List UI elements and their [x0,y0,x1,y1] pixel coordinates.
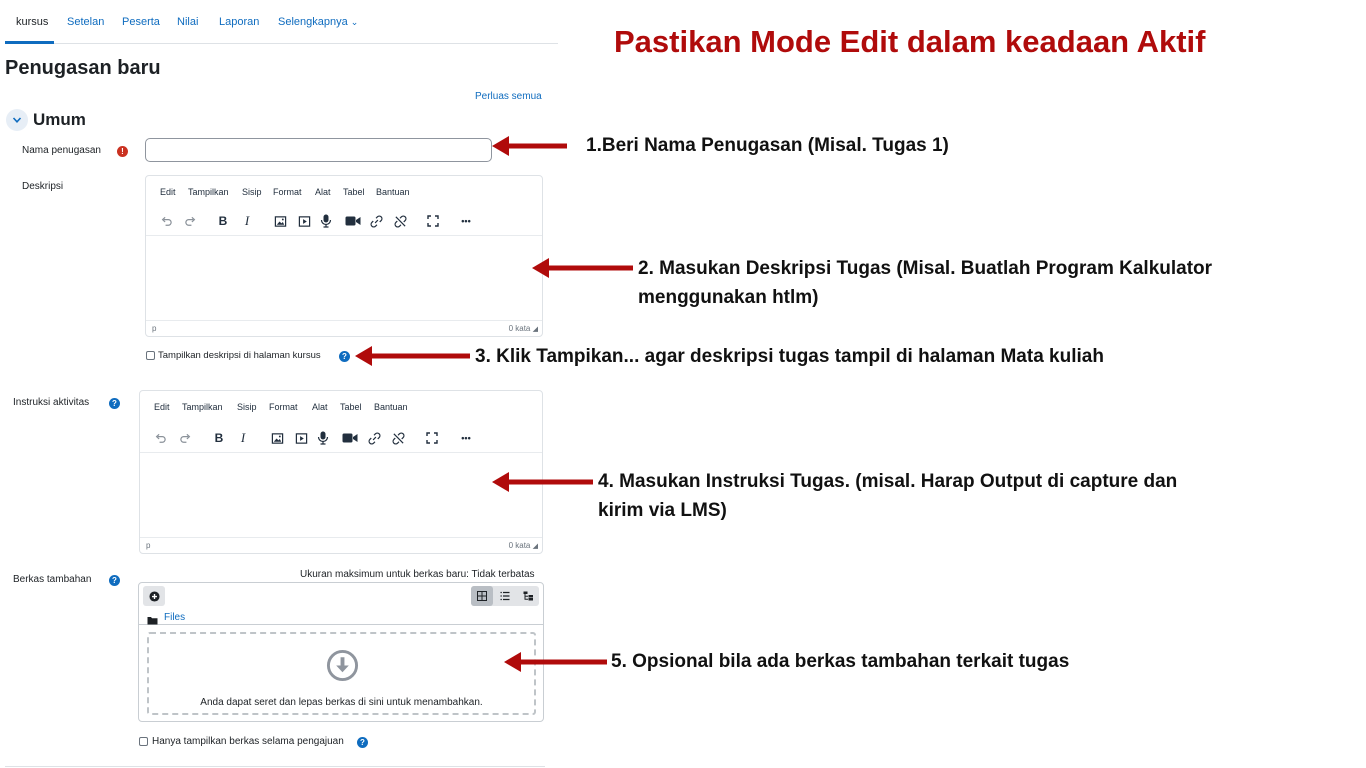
editor-menu-tools[interactable]: Alat [315,187,331,197]
assignment-name-input[interactable] [145,138,492,162]
editor-word-count: 0 kata ◢ [508,541,538,550]
editor-menu-format[interactable]: Format [273,187,302,197]
nav-tab-settings[interactable]: Setelan [67,16,105,28]
annotation-step4-line1: 4. Masukan Instruksi Tugas. (misal. Harap Output di capture dan [598,471,1178,492]
annotation-arrow-step1 [491,135,571,157]
chevron-down-icon [12,115,22,125]
nav-tab-course[interactable]: kursus [16,16,49,28]
annotation-step4-line2: kirim via LMS) [598,500,727,521]
link-icon[interactable] [366,211,386,231]
unlink-icon[interactable] [388,428,408,448]
video-camera-icon[interactable] [340,428,360,448]
editor-toolbar [146,206,542,236]
editor-menu-insert[interactable]: Sisip [237,402,257,412]
section-divider [5,766,545,767]
editor-menu-edit[interactable]: Edit [160,187,176,197]
editor-element-path: p [146,541,151,550]
italic-button[interactable]: I [244,213,250,228]
folder-icon [147,612,158,630]
more-tools-button[interactable]: ••• [461,433,471,443]
assignment-name-label: Nama penugasan [22,145,101,156]
annotation-step2-line1: 2. Masukan Deskripsi Tugas (Misal. Buatlah Program Kalkulator [638,258,1213,279]
additional-files-label: Berkas tambahan [13,574,92,585]
secondary-navigation [5,0,558,44]
bold-button[interactable]: B [214,431,224,445]
submission-only-checkbox[interactable] [139,737,148,746]
help-icon[interactable]: ? [109,575,120,586]
bold-button[interactable]: B [218,214,228,228]
annotation-arrow-step3 [354,345,472,367]
required-icon: ! [117,146,128,157]
editor-menu-help[interactable]: Bantuan [374,402,408,412]
help-icon[interactable]: ? [357,737,368,748]
editor-menu-format[interactable]: Format [269,402,298,412]
annotation-headline: Pastikan Mode Edit dalam keadaan Aktif [614,24,1206,59]
help-icon[interactable]: ? [109,398,120,409]
undo-icon[interactable] [156,211,176,231]
media-icon[interactable] [294,211,314,231]
editor-menu-table[interactable]: Tabel [343,187,365,197]
help-icon[interactable]: ? [339,351,350,362]
chevron-down-icon: ⌄ [350,17,359,27]
nav-tab-reports[interactable]: Laporan [219,16,260,28]
editor-statusbar [140,537,542,553]
unlink-icon[interactable] [390,211,410,231]
description-editor-body[interactable] [146,237,542,320]
annotation-arrow-step5 [503,651,609,673]
grid-view-icon[interactable] [471,586,493,606]
editor-menu-view[interactable]: Tampilkan [182,402,223,412]
max-file-size-text: Ukuran maksimum untuk berkas baru: Tidak terbatas [300,569,535,580]
redo-icon[interactable] [175,428,195,448]
view-mode-switcher [471,586,539,606]
link-icon[interactable] [364,428,384,448]
section-collapse-toggle[interactable] [6,109,28,131]
submission-only-label: Hanya tampilkan berkas selama pengajuan [152,736,344,747]
editor-word-count: 0 kata ◢ [508,324,538,333]
editor-menu-tools[interactable]: Alat [312,402,328,412]
nav-more-label: Selengkapnya [278,16,348,28]
undo-icon[interactable] [150,428,170,448]
microphone-icon[interactable] [313,428,333,448]
files-breadcrumb[interactable]: Files [164,612,186,623]
add-file-button[interactable] [143,586,165,606]
instructions-editor[interactable] [139,390,543,554]
image-icon[interactable] [267,428,287,448]
tree-view-icon[interactable] [517,586,539,606]
annotation-step4 [598,467,1177,525]
list-view-icon[interactable] [494,586,516,606]
nav-tab-more[interactable] [278,16,358,28]
file-dropzone[interactable] [147,632,536,715]
editor-menu-insert[interactable]: Sisip [242,187,262,197]
annotation-step1: 1.Beri Nama Penugasan (Misal. Tugas 1) [586,135,949,156]
italic-button[interactable]: I [240,430,246,445]
show-description-label: Tampilkan deskripsi di halaman kursus [158,350,321,361]
editor-statusbar [146,320,542,336]
annotation-arrow-step2 [531,257,635,279]
editor-menu-help[interactable]: Bantuan [376,187,410,197]
editor-toolbar [140,423,542,453]
section-title-general: Umum [33,110,86,129]
show-description-checkbox[interactable] [146,351,155,360]
fullscreen-icon[interactable] [422,428,442,448]
page-title: Penugasan baru [5,57,161,79]
file-manager-toolbar [139,583,543,625]
microphone-icon[interactable] [316,211,336,231]
annotation-arrow-step4 [491,471,595,493]
redo-icon[interactable] [180,211,200,231]
media-icon[interactable] [291,428,311,448]
plus-circle-icon [149,591,160,602]
fullscreen-icon[interactable] [423,211,443,231]
nav-tab-grades[interactable]: Nilai [177,16,199,28]
annotation-step2-line2: menggunakan htlm) [638,287,819,308]
description-editor[interactable] [145,175,543,337]
download-arrow-icon [326,649,359,682]
image-icon[interactable] [270,211,290,231]
annotation-step5: 5. Opsional bila ada berkas tambahan terkait tugas [611,651,1070,672]
editor-menubar [146,176,542,204]
editor-menu-edit[interactable]: Edit [154,402,170,412]
expand-all-link[interactable]: Perluas semua [475,91,542,102]
dropzone-instructions: Anda dapat seret dan lepas berkas di sini untuk menambahkan. [200,697,483,708]
active-tab-indicator [5,41,54,44]
annotation-step2 [638,254,1212,312]
instructions-editor-body[interactable] [140,454,542,537]
video-camera-icon[interactable] [343,211,363,231]
nav-tab-participants[interactable]: Peserta [122,16,160,28]
editor-menubar [140,391,542,419]
more-tools-button[interactable]: ••• [461,216,471,226]
description-label: Deskripsi [22,181,64,192]
activity-instructions-label: Instruksi aktivitas [13,397,90,408]
editor-menu-table[interactable]: Tabel [340,402,362,412]
editor-menu-view[interactable]: Tampilkan [188,187,229,197]
editor-element-path: p [152,324,157,333]
file-manager [138,582,544,722]
annotation-step3: 3. Klik Tampikan... agar deskripsi tugas tampil di halaman Mata kuliah [475,346,1104,367]
